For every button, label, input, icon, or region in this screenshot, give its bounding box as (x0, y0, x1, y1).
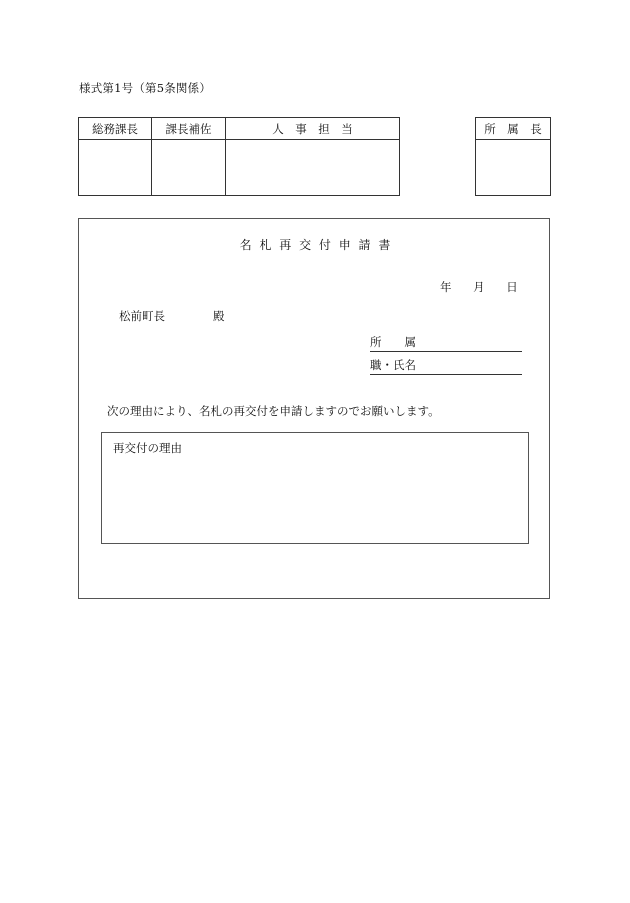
approval-stamp-table (78, 117, 400, 196)
affiliation-head-header: 所 属 長 (476, 118, 551, 140)
addressee-name: 松前町長 (119, 309, 165, 323)
general-affairs-manager-stamp-cell (79, 140, 152, 196)
title-name-field[interactable] (370, 357, 522, 375)
title-name-label: 職・氏名 (370, 358, 416, 372)
affiliation-head-stamp-table (475, 117, 551, 196)
form-title: 名 札 再 交 付 申 請 書 (239, 238, 391, 252)
reason-label: 再交付の理由 (113, 441, 182, 455)
affiliation-field[interactable] (370, 334, 522, 352)
date-line: 年 月 日 (440, 280, 518, 294)
assistant-manager-stamp-cell (152, 140, 226, 196)
personnel-staff-stamp-cell (226, 140, 400, 196)
general-affairs-manager-header: 総務課長 (79, 118, 152, 140)
request-statement: 次の理由により、名札の再交付を申請しますのでお願いします。 (107, 404, 440, 418)
form-number: 様式第1号（第5条関係） (79, 81, 212, 95)
personnel-staff-header: 人 事 担 当 (226, 118, 400, 140)
affiliation-label: 所 属 (370, 335, 416, 349)
affiliation-head-stamp-cell (476, 140, 551, 196)
assistant-manager-header: 課長補佐 (152, 118, 226, 140)
addressee-honorific: 殿 (213, 309, 225, 323)
